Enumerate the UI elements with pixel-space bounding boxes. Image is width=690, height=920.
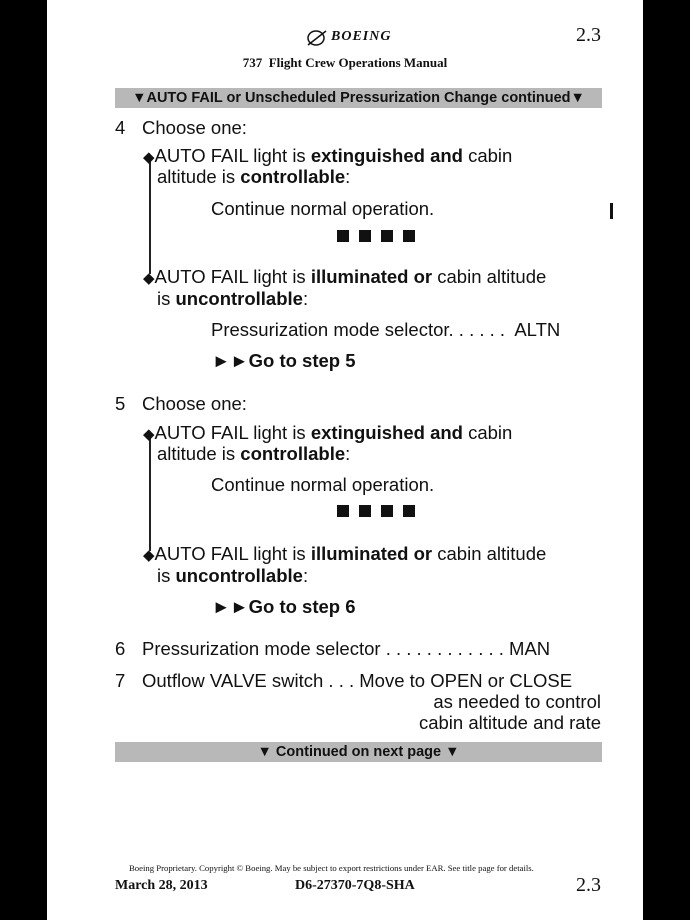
step-5-option-connector [149, 433, 151, 551]
step-5-goto: ►►Go to step 6 [212, 596, 356, 617]
footer-page-number: 2.3 [576, 874, 601, 896]
diamond-icon: ◆ [143, 270, 155, 287]
step-4-option-2: ◆AUTO FAIL light is illuminated or cabin altitude [143, 266, 547, 287]
diamond-icon: ◆ [143, 149, 155, 166]
boeing-logo-icon [306, 28, 328, 48]
step-4-option-connector [149, 156, 151, 274]
step-5-option-2-line2: is uncontrollable: [157, 565, 309, 586]
step-5-number: 5 [115, 393, 126, 414]
manual-title: 737 Flight Crew Operations Manual [242, 55, 448, 70]
end-of-checklist-squares [337, 505, 415, 517]
diamond-icon: ◆ [143, 547, 155, 564]
footer-date: March 28, 2013 [115, 878, 208, 893]
step-7-text: Outflow VALVE switch . . . Move to OPEN or CLOSE [142, 670, 573, 691]
end-of-checklist-squares [337, 230, 415, 242]
step-6-text: Pressurization mode selector . . . . . . . . . . . . MAN [142, 638, 551, 659]
section-bar: ▼AUTO FAIL or Unscheduled Pressurization Change continued▼ [115, 88, 602, 108]
step-4-option-1: ◆AUTO FAIL light is extinguished and cabin [143, 145, 513, 166]
manual-page [47, 0, 643, 920]
step-4-option-2-line2: is uncontrollable: [157, 288, 309, 309]
footer-doc-number: D6-27370-7Q8-SHA [295, 878, 415, 893]
step-4-option-1-action: Continue normal operation. [211, 198, 435, 219]
step-5-option-2: ◆AUTO FAIL light is illuminated or cabin altitude [143, 543, 547, 564]
step-5-option-1: ◆AUTO FAIL light is extinguished and cabin [143, 422, 513, 443]
step-6-number: 6 [115, 638, 126, 659]
diamond-icon: ◆ [143, 426, 155, 443]
step-4-option-2-action: Pressurization mode selector. . . . . . ALTN [211, 319, 561, 340]
step-4-title: Choose one: [142, 117, 247, 138]
continued-bar: ▼ Continued on next page ▼ [115, 742, 602, 762]
step-4-number: 4 [115, 117, 126, 138]
step-4-goto: ►►Go to step 5 [212, 350, 356, 371]
step-7-line2: as needed to control [433, 691, 601, 712]
step-7-line3: cabin altitude and rate [418, 712, 601, 733]
header-page-number: 2.3 [576, 24, 601, 46]
step-5-title: Choose one: [142, 393, 247, 414]
footer-proprietary: Boeing Proprietary. Copyright © Boeing. May be subject to export restrictions under EAR. See title page for details. [129, 863, 534, 873]
step-4-option-1-line2: altitude is controllable: [157, 166, 351, 187]
step-7-number: 7 [115, 670, 126, 691]
change-bar [610, 203, 613, 219]
boeing-logo-text: BOEING [331, 29, 392, 44]
step-5-option-1-action: Continue normal operation. [211, 474, 435, 495]
step-5-option-1-line2: altitude is controllable: [157, 443, 351, 464]
